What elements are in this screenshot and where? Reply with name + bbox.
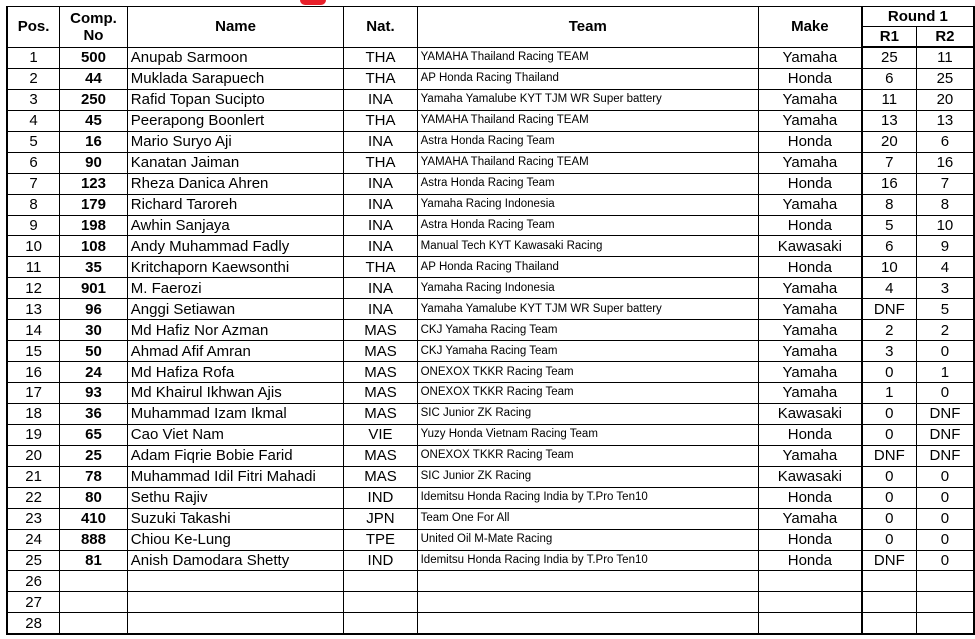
cell-team: AP Honda Racing Thailand — [417, 68, 758, 89]
cell-nat: JPN — [344, 508, 417, 529]
cell-r2: 4 — [916, 257, 974, 278]
cell-name: Muklada Sarapuech — [127, 68, 344, 89]
table-row — [7, 278, 974, 299]
cell-nat: THA — [344, 257, 417, 278]
table-row — [7, 320, 974, 341]
table-header — [7, 7, 974, 48]
table-row — [7, 383, 974, 404]
table-row — [7, 508, 974, 529]
table-body — [7, 47, 974, 634]
cell-name: Kanatan Jaiman — [127, 152, 344, 173]
cell-pos: 19 — [7, 424, 60, 445]
cell-r2: 0 — [916, 529, 974, 550]
cell-make: Kawasaki — [758, 403, 861, 424]
cell-r2: 1 — [916, 362, 974, 383]
table-row — [7, 466, 974, 487]
cell-pos: 17 — [7, 383, 60, 404]
cell-r1: 0 — [862, 508, 917, 529]
cell-nat: MAS — [344, 362, 417, 383]
cell-r1: 11 — [862, 89, 917, 110]
cell-no: 36 — [60, 403, 128, 424]
cell-name: Richard Taroreh — [127, 194, 344, 215]
cell-r1: 13 — [862, 110, 917, 131]
cell-name: Adam Fiqrie Bobie Farid — [127, 445, 344, 466]
cell-no: 108 — [60, 236, 128, 257]
cell-r1: 16 — [862, 173, 917, 194]
cell-pos: 24 — [7, 529, 60, 550]
table-row — [7, 257, 974, 278]
cell-no: 80 — [60, 487, 128, 508]
cell-pos: 15 — [7, 341, 60, 362]
cell-pos: 25 — [7, 550, 60, 571]
cell-make: Yamaha — [758, 362, 861, 383]
cell-team: Idemitsu Honda Racing India by T.Pro Ten10 — [417, 550, 758, 571]
cell-team: Yamaha Racing Indonesia — [417, 194, 758, 215]
table-row — [7, 403, 974, 424]
cell-no: 123 — [60, 173, 128, 194]
cell-r1: DNF — [862, 550, 917, 571]
cell-pos: 8 — [7, 194, 60, 215]
cell-make: Honda — [758, 131, 861, 152]
cell-name: Suzuki Takashi — [127, 508, 344, 529]
header-r2: R2 — [916, 27, 974, 48]
table-row — [7, 89, 974, 110]
cell-make: Yamaha — [758, 383, 861, 404]
cell-name: Anupab Sarmoon — [127, 47, 344, 68]
header-comp-no-line2: No — [83, 26, 104, 44]
cell-pos: 20 — [7, 445, 60, 466]
cell-r1: 6 — [862, 236, 917, 257]
cell-make: Honda — [758, 424, 861, 445]
table-row — [7, 68, 974, 89]
cell-make: Yamaha — [758, 152, 861, 173]
cell-r1: 1 — [862, 383, 917, 404]
table-row — [7, 592, 974, 613]
cell-team: ONEXOX TKKR Racing Team — [417, 362, 758, 383]
cell-no: 78 — [60, 466, 128, 487]
cell-make: Honda — [758, 215, 861, 236]
table-row — [7, 110, 974, 131]
cell-team: ONEXOX TKKR Racing Team — [417, 445, 758, 466]
cell-no — [60, 613, 128, 634]
cell-r1: 10 — [862, 257, 917, 278]
cell-nat: INA — [344, 131, 417, 152]
cell-r2: 13 — [916, 110, 974, 131]
cell-team — [417, 571, 758, 592]
cell-team: Astra Honda Racing Team — [417, 215, 758, 236]
cell-pos: 2 — [7, 68, 60, 89]
cell-r2: 2 — [916, 320, 974, 341]
cell-no — [60, 592, 128, 613]
cell-name: Kritchaporn Kaewsonthi — [127, 257, 344, 278]
header-comp-no — [60, 7, 128, 48]
cell-nat: INA — [344, 173, 417, 194]
cell-no: 81 — [60, 550, 128, 571]
cell-r2: 25 — [916, 68, 974, 89]
header-team: Team — [417, 7, 758, 48]
cell-r1: 5 — [862, 215, 917, 236]
cell-r2: 16 — [916, 152, 974, 173]
cell-no: 500 — [60, 47, 128, 68]
cell-nat: INA — [344, 236, 417, 257]
cell-nat: INA — [344, 215, 417, 236]
cell-r1: 0 — [862, 487, 917, 508]
cell-r2: 0 — [916, 466, 974, 487]
table-row — [7, 299, 974, 320]
cell-pos: 21 — [7, 466, 60, 487]
cell-make: Yamaha — [758, 47, 861, 68]
cell-r2: DNF — [916, 424, 974, 445]
cell-no: 44 — [60, 68, 128, 89]
cell-r2: 0 — [916, 383, 974, 404]
cell-nat: TPE — [344, 529, 417, 550]
cell-no: 35 — [60, 257, 128, 278]
cell-r1: 3 — [862, 341, 917, 362]
table-row — [7, 613, 974, 634]
cell-r1 — [862, 571, 917, 592]
cell-r1: 2 — [862, 320, 917, 341]
cell-r2: 10 — [916, 215, 974, 236]
table-row — [7, 529, 974, 550]
cell-no: 250 — [60, 89, 128, 110]
header-name: Name — [127, 7, 344, 48]
cell-team: AP Honda Racing Thailand — [417, 257, 758, 278]
cell-name: Rafid Topan Sucipto — [127, 89, 344, 110]
table-row — [7, 341, 974, 362]
cell-make: Honda — [758, 529, 861, 550]
cell-team: Astra Honda Racing Team — [417, 173, 758, 194]
cell-name: Md Khairul Ikhwan Ajis — [127, 383, 344, 404]
cell-r2: 11 — [916, 47, 974, 68]
cell-name: Mario Suryo Aji — [127, 131, 344, 152]
cell-r1: DNF — [862, 445, 917, 466]
cell-name: Muhammad Izam Ikmal — [127, 403, 344, 424]
cell-pos: 1 — [7, 47, 60, 68]
cell-r2: 0 — [916, 550, 974, 571]
cell-r1: 8 — [862, 194, 917, 215]
cell-no — [60, 571, 128, 592]
cell-r1: 25 — [862, 47, 917, 68]
table-row — [7, 445, 974, 466]
cell-pos: 3 — [7, 89, 60, 110]
cell-r2 — [916, 592, 974, 613]
cell-make: Honda — [758, 550, 861, 571]
cell-r2: 9 — [916, 236, 974, 257]
cell-r2 — [916, 613, 974, 634]
cell-make: Honda — [758, 257, 861, 278]
cell-nat: THA — [344, 68, 417, 89]
cell-r1: DNF — [862, 299, 917, 320]
cell-no: 25 — [60, 445, 128, 466]
cell-pos: 9 — [7, 215, 60, 236]
cell-team — [417, 592, 758, 613]
cell-no: 179 — [60, 194, 128, 215]
cell-make: Honda — [758, 68, 861, 89]
cell-team: Astra Honda Racing Team — [417, 131, 758, 152]
cell-pos: 4 — [7, 110, 60, 131]
cell-nat: INA — [344, 299, 417, 320]
table-row — [7, 194, 974, 215]
cell-pos: 12 — [7, 278, 60, 299]
cell-r2: 20 — [916, 89, 974, 110]
cell-pos: 6 — [7, 152, 60, 173]
header-comp-no-line1: Comp. — [70, 9, 117, 27]
cell-name: Md Hafiza Rofa — [127, 362, 344, 383]
cell-pos: 14 — [7, 320, 60, 341]
cell-r2 — [916, 571, 974, 592]
title-fragment-mark — [300, 0, 326, 5]
cell-pos: 11 — [7, 257, 60, 278]
cell-r2: 5 — [916, 299, 974, 320]
cell-nat: IND — [344, 487, 417, 508]
cell-team: Yamaha Yamalube KYT TJM WR Super battery — [417, 89, 758, 110]
cell-no: 90 — [60, 152, 128, 173]
cell-no: 45 — [60, 110, 128, 131]
cell-team: SIC Junior ZK Racing — [417, 403, 758, 424]
cell-pos: 7 — [7, 173, 60, 194]
cell-name — [127, 613, 344, 634]
cell-no: 24 — [60, 362, 128, 383]
cell-r2: 7 — [916, 173, 974, 194]
cell-name: Ahmad Afif Amran — [127, 341, 344, 362]
cell-make: Yamaha — [758, 320, 861, 341]
cell-team: YAMAHA Thailand Racing TEAM — [417, 47, 758, 68]
cell-team: SIC Junior ZK Racing — [417, 466, 758, 487]
cell-r1: 0 — [862, 424, 917, 445]
cell-team: Manual Tech KYT Kawasaki Racing — [417, 236, 758, 257]
cell-team: Yamaha Yamalube KYT TJM WR Super battery — [417, 299, 758, 320]
cell-pos: 28 — [7, 613, 60, 634]
cell-name: Anish Damodara Shetty — [127, 550, 344, 571]
cell-make: Yamaha — [758, 110, 861, 131]
cell-nat: INA — [344, 89, 417, 110]
cell-nat: THA — [344, 47, 417, 68]
table-row — [7, 215, 974, 236]
cell-name: Chiou Ke-Lung — [127, 529, 344, 550]
cell-pos: 16 — [7, 362, 60, 383]
cell-r1 — [862, 592, 917, 613]
cell-make — [758, 592, 861, 613]
header-round: Round 1 — [862, 7, 974, 27]
cell-r2: 0 — [916, 487, 974, 508]
cell-team: Yuzy Honda Vietnam Racing Team — [417, 424, 758, 445]
cell-nat: MAS — [344, 341, 417, 362]
cell-team: Yamaha Racing Indonesia — [417, 278, 758, 299]
cell-r1: 0 — [862, 466, 917, 487]
table-row — [7, 131, 974, 152]
cell-pos: 23 — [7, 508, 60, 529]
cell-nat — [344, 571, 417, 592]
cell-nat: MAS — [344, 320, 417, 341]
cell-no: 65 — [60, 424, 128, 445]
cell-pos: 22 — [7, 487, 60, 508]
cell-name: Rheza Danica Ahren — [127, 173, 344, 194]
table-row — [7, 571, 974, 592]
cell-make: Yamaha — [758, 341, 861, 362]
cell-make: Yamaha — [758, 89, 861, 110]
cell-r2: DNF — [916, 403, 974, 424]
cell-nat — [344, 592, 417, 613]
cell-no: 93 — [60, 383, 128, 404]
cell-nat: IND — [344, 550, 417, 571]
cell-no: 198 — [60, 215, 128, 236]
cell-make: Kawasaki — [758, 236, 861, 257]
cell-name: Sethu Rajiv — [127, 487, 344, 508]
cell-make: Honda — [758, 173, 861, 194]
table-row — [7, 47, 974, 68]
header-r1: R1 — [862, 27, 917, 48]
cell-no: 96 — [60, 299, 128, 320]
cell-name — [127, 571, 344, 592]
cell-r2: 6 — [916, 131, 974, 152]
cell-make — [758, 613, 861, 634]
cell-make: Yamaha — [758, 299, 861, 320]
cell-pos: 27 — [7, 592, 60, 613]
cell-r1: 0 — [862, 529, 917, 550]
cell-pos: 18 — [7, 403, 60, 424]
cell-no: 30 — [60, 320, 128, 341]
cell-no: 16 — [60, 131, 128, 152]
cell-no: 410 — [60, 508, 128, 529]
cell-pos: 13 — [7, 299, 60, 320]
cell-name — [127, 592, 344, 613]
cell-r1: 6 — [862, 68, 917, 89]
cell-pos: 5 — [7, 131, 60, 152]
cell-no: 888 — [60, 529, 128, 550]
table-row — [7, 152, 974, 173]
cell-team: Team One For All — [417, 508, 758, 529]
cell-team: CKJ Yamaha Racing Team — [417, 341, 758, 362]
cell-r2: 0 — [916, 508, 974, 529]
cell-team: Idemitsu Honda Racing India by T.Pro Ten10 — [417, 487, 758, 508]
cell-nat — [344, 613, 417, 634]
cell-make: Kawasaki — [758, 466, 861, 487]
cell-make — [758, 571, 861, 592]
cell-r2: 0 — [916, 341, 974, 362]
cell-pos: 10 — [7, 236, 60, 257]
table-row — [7, 362, 974, 383]
results-table — [6, 6, 975, 635]
cell-name: Andy Muhammad Fadly — [127, 236, 344, 257]
cell-name: Md Hafiz Nor Azman — [127, 320, 344, 341]
table-row — [7, 550, 974, 571]
table-row — [7, 173, 974, 194]
cell-team: CKJ Yamaha Racing Team — [417, 320, 758, 341]
cell-nat: THA — [344, 152, 417, 173]
cell-team: YAMAHA Thailand Racing TEAM — [417, 152, 758, 173]
cell-r1 — [862, 613, 917, 634]
cell-nat: THA — [344, 110, 417, 131]
table-row — [7, 487, 974, 508]
cell-r1: 0 — [862, 403, 917, 424]
cell-nat: INA — [344, 194, 417, 215]
header-nat: Nat. — [344, 7, 417, 48]
cell-r2: 8 — [916, 194, 974, 215]
cell-team: YAMAHA Thailand Racing TEAM — [417, 110, 758, 131]
cell-name: M. Faerozi — [127, 278, 344, 299]
cell-name: Awhin Sanjaya — [127, 215, 344, 236]
cell-r1: 0 — [862, 362, 917, 383]
cell-no: 901 — [60, 278, 128, 299]
cell-make: Yamaha — [758, 278, 861, 299]
cell-name: Muhammad Idil Fitri Mahadi — [127, 466, 344, 487]
cell-make: Yamaha — [758, 508, 861, 529]
cell-no: 50 — [60, 341, 128, 362]
cell-nat: MAS — [344, 383, 417, 404]
cell-nat: MAS — [344, 445, 417, 466]
cell-r2: 3 — [916, 278, 974, 299]
cell-pos: 26 — [7, 571, 60, 592]
cell-r1: 4 — [862, 278, 917, 299]
cell-nat: VIE — [344, 424, 417, 445]
cell-team: ONEXOX TKKR Racing Team — [417, 383, 758, 404]
cell-r1: 20 — [862, 131, 917, 152]
cell-nat: INA — [344, 278, 417, 299]
cell-nat: MAS — [344, 466, 417, 487]
table-row — [7, 236, 974, 257]
header-make: Make — [758, 7, 861, 48]
header-pos: Pos. — [7, 7, 60, 48]
cell-team — [417, 613, 758, 634]
cell-make: Yamaha — [758, 194, 861, 215]
table-row — [7, 424, 974, 445]
cell-name: Peerapong Boonlert — [127, 110, 344, 131]
cell-name: Anggi Setiawan — [127, 299, 344, 320]
cell-nat: MAS — [344, 403, 417, 424]
cell-r1: 7 — [862, 152, 917, 173]
cell-team: United Oil M-Mate Racing — [417, 529, 758, 550]
cell-name: Cao Viet Nam — [127, 424, 344, 445]
cell-r2: DNF — [916, 445, 974, 466]
cell-make: Yamaha — [758, 445, 861, 466]
cell-make: Honda — [758, 487, 861, 508]
